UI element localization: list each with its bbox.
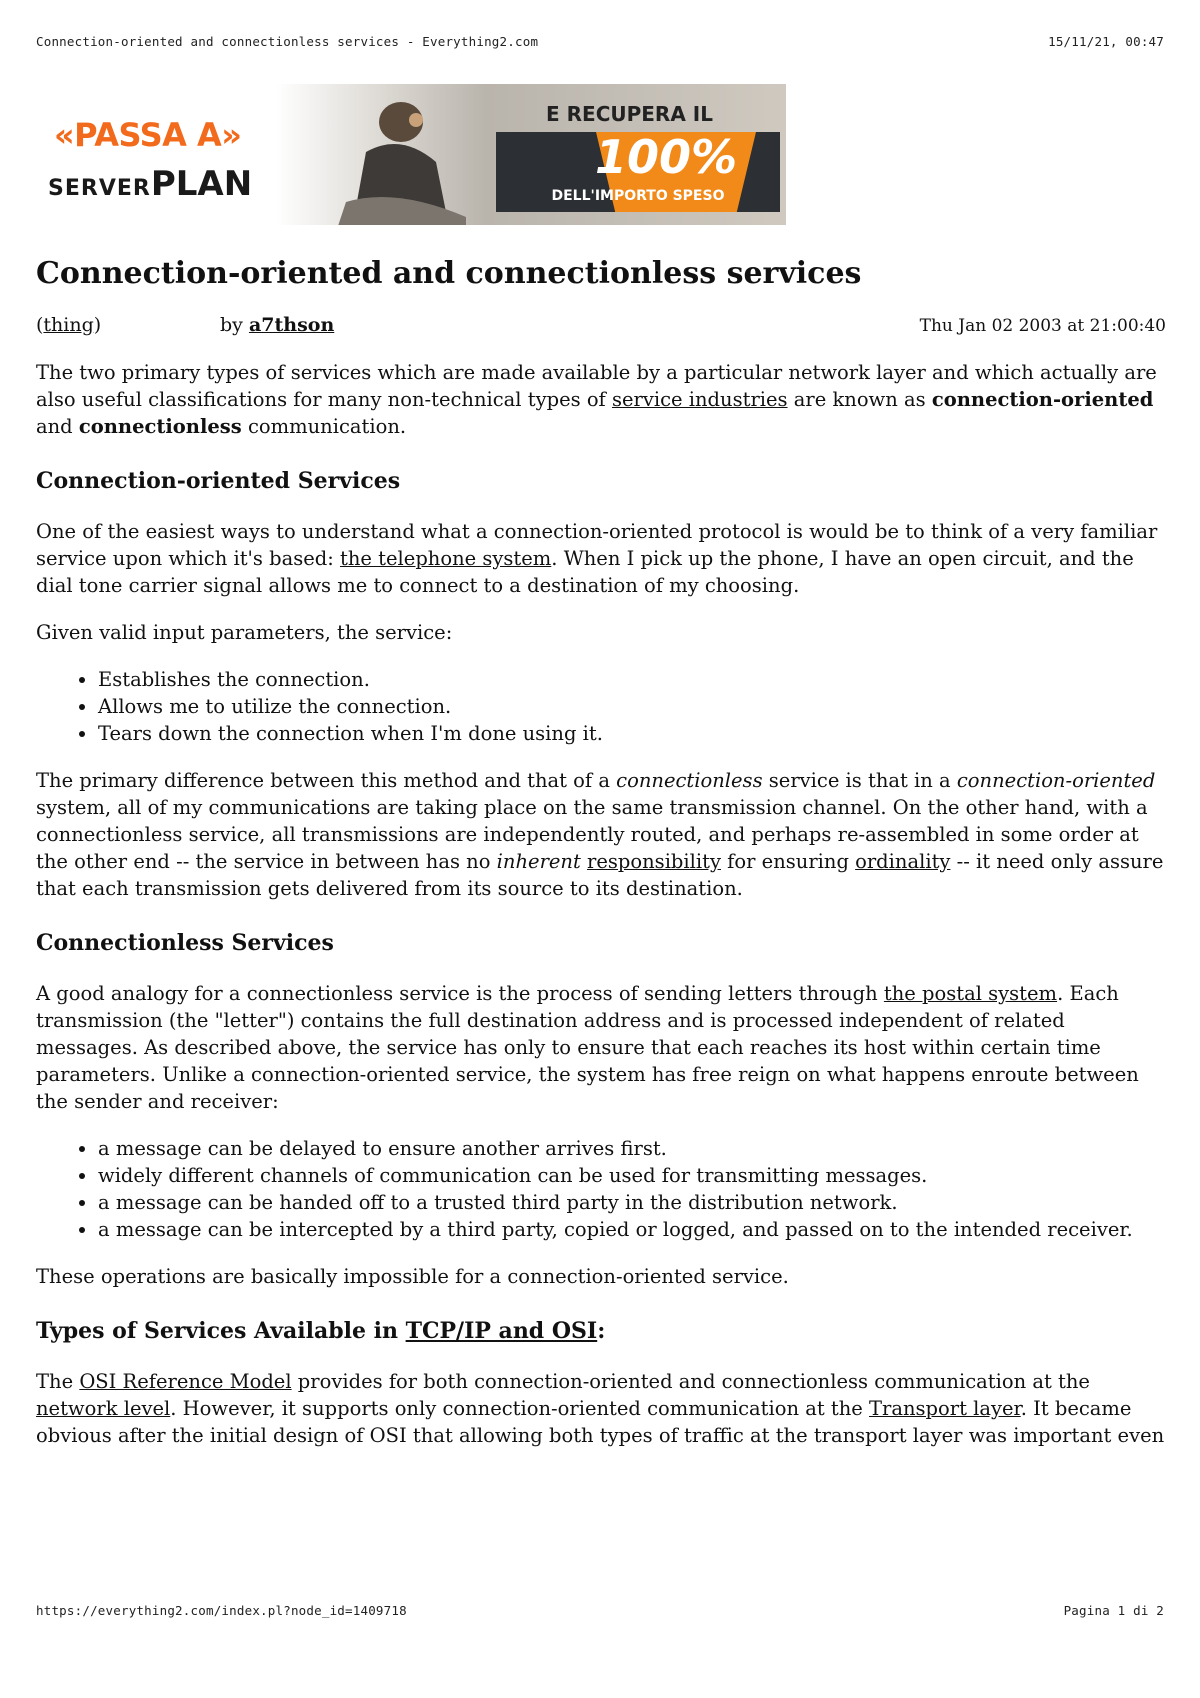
postal-system-link[interactable]: the postal system	[883, 982, 1058, 1005]
ad-rider-figure-icon	[326, 92, 476, 225]
section-heading-connectionless: Connectionless Services	[36, 930, 334, 956]
responsibility-link[interactable]: responsibility	[587, 850, 721, 873]
osi-reference-model-link[interactable]: OSI Reference Model	[79, 1370, 292, 1393]
ad-brand-logo	[48, 164, 252, 204]
intro-bold-2: connectionless	[78, 415, 242, 438]
list-item: • widely different channels of communication can be used for transmitting messages.	[98, 1162, 1166, 1189]
s3p1-text-2: provides for both connection-oriented and connectionless communication at the	[291, 1370, 1090, 1393]
by-label: by	[220, 314, 243, 336]
intro-text-4: communication.	[241, 415, 407, 438]
list-item: • Allows me to utilize the connection.	[98, 693, 1166, 720]
service-industries-link[interactable]: service industries	[611, 388, 788, 411]
s1p3-italic-2: connection-oriented	[956, 769, 1156, 792]
s1p3-text-3: system, all of my communications are taking place on the same transmission channel. On the other hand, with a connectionless service, all transmissions are independently routed, and perhaps re-assembled in some order at the other end -- the service in between has no	[36, 796, 1148, 873]
section1-paragraph-1	[36, 518, 1166, 599]
article-title: Connection-oriented and connectionless services	[36, 256, 862, 291]
article	[36, 256, 1166, 1449]
ad-passa-text: «PASSA A»	[54, 116, 242, 154]
connectionless-list	[36, 1135, 1166, 1243]
author-link[interactable]: a7thson	[248, 314, 335, 336]
telephone-system-link[interactable]: the telephone system	[340, 547, 552, 570]
intro-text-3: and	[36, 415, 79, 438]
section2-paragraph-1	[36, 980, 1166, 1115]
list-item: • a message can be intercepted by a third party, copied or logged, and passed on to the intended receiver.	[98, 1216, 1166, 1243]
list-item: • a message can be delayed to ensure another arrives first.	[98, 1135, 1166, 1162]
print-datetime: 15/11/21, 00:47	[1048, 34, 1164, 49]
s1p3-text-1: The primary difference between this method and that of a	[36, 769, 617, 792]
list-item: • a message can be handed off to a trusted third party in the distribution network.	[98, 1189, 1166, 1216]
intro-bold-1: connection-oriented	[931, 388, 1154, 411]
s1p1-text-1: One of the easiest ways to understand what a connection-oriented protocol is would be to think of a very familiar service upon which it's based:	[36, 520, 1158, 570]
s3-heading-text-1: Types of Services Available in	[36, 1318, 406, 1344]
intro-text-1: The two primary types of services which are made available by a particular network layer and which actually are also useful classifications for many non-technical types of	[36, 361, 1157, 411]
print-url: https://everything2.com/index.pl?node_id=1409718	[36, 1603, 407, 1618]
s3p1-text-3: . However, it supports only connection-oriented communication at the	[170, 1397, 870, 1420]
section1-paragraph-3	[36, 767, 1166, 902]
s1p1-text-2: . When I pick up the phone, I have an open circuit, and the dial tone carrier signal allows me to connect to a destination of my choosing.	[36, 547, 1134, 597]
ad-brand-left: SERVER	[48, 176, 151, 201]
ad-banner[interactable]	[36, 84, 786, 225]
s1p3-text-5: for ensuring	[720, 850, 856, 873]
ordinality-link[interactable]: ordinality	[855, 850, 951, 873]
s1p3-text-6: -- it need only assure that each transmission gets delivered from its source to its destination.	[36, 850, 1164, 900]
s3-heading-text-2: :	[597, 1318, 606, 1344]
list-item: • Tears down the connection when I'm done using it.	[98, 720, 1166, 747]
section-heading-types-of-services	[36, 1316, 1166, 1346]
s1p3-italic-3: inherent	[496, 850, 581, 873]
article-meta	[36, 312, 1166, 339]
s1p3-italic-1: connectionless	[616, 769, 763, 792]
intro-paragraph	[36, 359, 1166, 440]
section3-paragraph-1	[36, 1368, 1166, 1449]
s3p1-text-1: The	[36, 1370, 80, 1393]
ad-brand-right: PLAN	[150, 164, 253, 204]
s1p3-text-2: service is that in a	[762, 769, 957, 792]
list-item: • Establishes the connection.	[98, 666, 1166, 693]
section-heading-connection-oriented: Connection-oriented Services	[36, 468, 401, 494]
node-type-link[interactable]: thing	[43, 314, 94, 336]
byline	[220, 312, 920, 338]
service-steps-list	[36, 666, 1166, 747]
ad-percent: 100%	[594, 130, 738, 184]
print-header	[36, 34, 1164, 49]
ad-headline: E RECUPERA IL	[546, 102, 713, 126]
section2-paragraph-2: These operations are basically impossible for a connection-oriented service.	[36, 1265, 789, 1288]
s2p1-text-1: A good analogy for a connectionless service is the process of sending letters through	[36, 982, 884, 1005]
section1-paragraph-2: Given valid input parameters, the service:	[36, 621, 453, 644]
intro-text-2: are known as	[787, 388, 932, 411]
transport-layer-link[interactable]: Transport layer	[869, 1397, 1021, 1420]
tcp-ip-osi-link[interactable]: TCP/IP and OSI	[405, 1318, 598, 1344]
s2p1-text-2: . Each transmission (the "letter") contains the full destination address and is processed independent of related messages. As described above, the service has only to ensure that each reaches its host within certain time parameters. Unlike a connection-oriented service, the system has free reign on what happens enroute between the sender and receiver:	[36, 982, 1139, 1113]
print-footer	[36, 1603, 1164, 1618]
print-page-title: Connection-oriented and connectionless services - Everything2.com	[36, 34, 539, 49]
ad-subline: DELL'IMPORTO SPESO	[551, 188, 725, 204]
publish-date: Thu Jan 02 2003 at 21:00:40	[919, 316, 1166, 336]
network-level-link[interactable]: network level	[36, 1397, 171, 1420]
print-page-number: Pagina 1 di 2	[1063, 1603, 1164, 1618]
s3p1-text-4: . It became obvious after the initial design of OSI that allowing both types of traffic at the transport layer was important even	[36, 1397, 1165, 1447]
node-type: (thing)	[36, 314, 102, 336]
